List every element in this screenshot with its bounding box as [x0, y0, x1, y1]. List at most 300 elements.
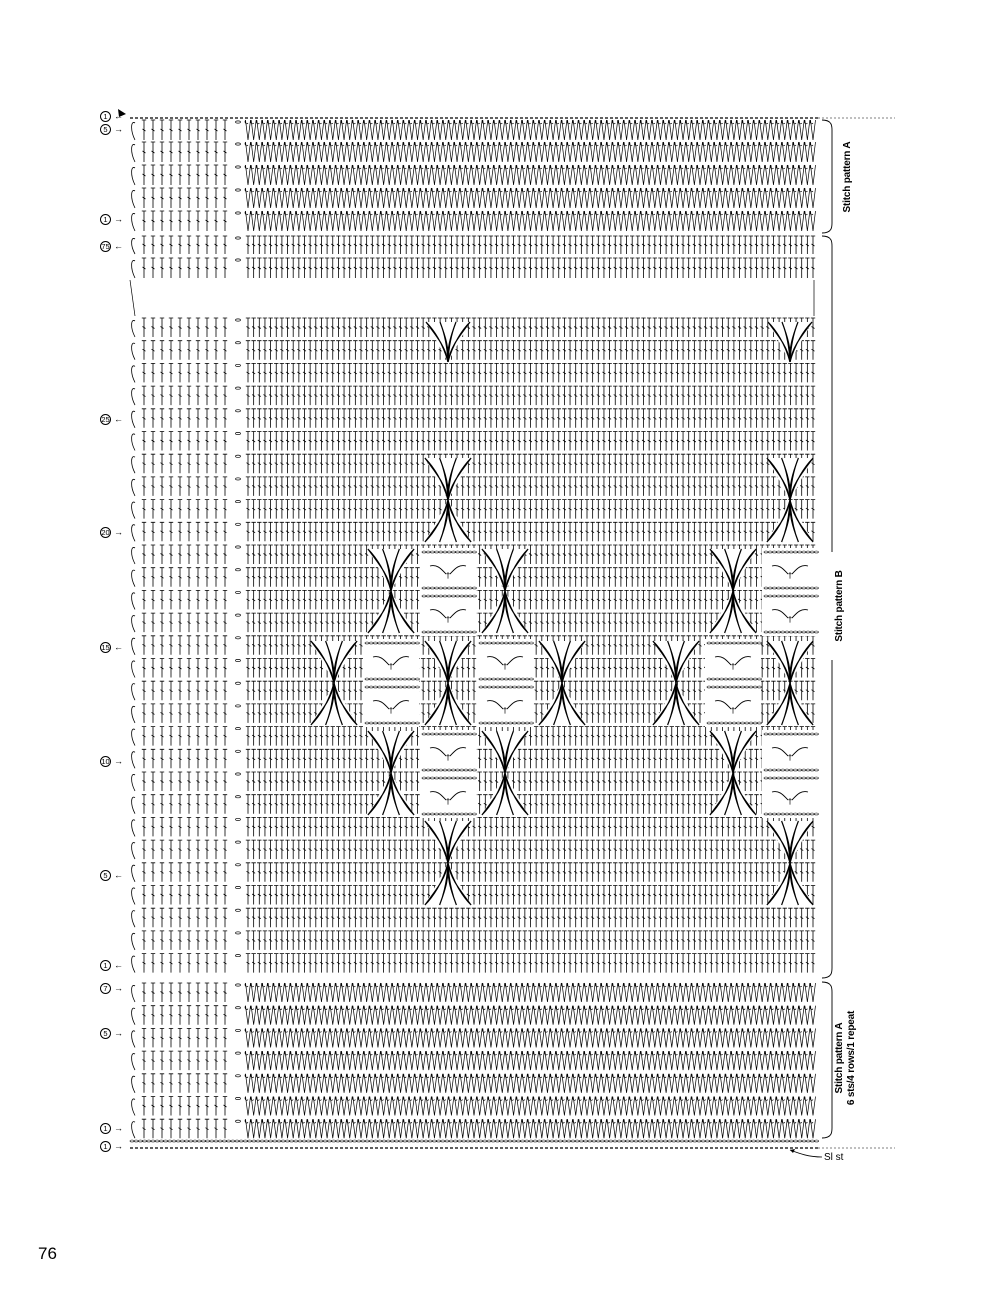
dc-stitch	[359, 817, 363, 836]
v-stitch	[488, 1119, 493, 1138]
dc-stitch	[291, 817, 295, 836]
edge-turn	[132, 729, 135, 746]
v-stitch	[522, 1028, 527, 1047]
dc-stitch	[331, 454, 335, 473]
dc-stitch	[223, 409, 227, 428]
dc-stitch	[169, 749, 173, 768]
dc-stitch	[703, 590, 707, 609]
dc-stitch	[187, 500, 191, 519]
dc-stitch	[319, 318, 323, 337]
dc-stitch	[404, 840, 408, 859]
dc-stitch	[551, 908, 555, 927]
dc-stitch	[404, 318, 408, 337]
dc-stitch	[297, 636, 301, 655]
dc-stitch	[302, 568, 306, 587]
dc-stitch	[534, 681, 538, 700]
dc-stitch	[415, 931, 419, 950]
v-stitch	[488, 1097, 493, 1116]
dc-stitch	[387, 931, 391, 950]
dc-stitch	[142, 545, 146, 564]
v-stitch	[516, 188, 521, 208]
dc-stitch	[732, 258, 736, 278]
v-stitch	[437, 120, 442, 140]
dc-stitch	[353, 590, 357, 609]
dc-stitch	[223, 1097, 227, 1116]
v-stitch	[448, 188, 453, 208]
dc-stitch	[602, 409, 606, 428]
dc-stitch	[251, 386, 255, 405]
v-stitch	[776, 1074, 781, 1093]
dc-stitch	[257, 817, 261, 836]
dc-stitch	[370, 772, 374, 791]
dc-stitch	[160, 409, 164, 428]
dc-stitch	[653, 908, 657, 927]
dc-stitch	[528, 432, 532, 451]
dc-stitch	[187, 704, 191, 723]
dc-stitch	[376, 258, 380, 278]
dc-stitch	[196, 258, 200, 278]
edge-chain	[236, 143, 241, 145]
v-stitch	[674, 1074, 679, 1093]
dc-stitch	[681, 545, 685, 564]
dc-stitch	[664, 840, 668, 859]
dc-stitch	[280, 454, 284, 473]
v-stitch	[415, 1074, 420, 1093]
dc-stitch	[214, 386, 218, 405]
dc-stitch	[291, 363, 295, 382]
v-stitch	[341, 1028, 346, 1047]
dc-stitch	[263, 318, 267, 337]
dc-stitch	[732, 817, 736, 836]
dc-stitch	[681, 477, 685, 496]
dc-stitch	[205, 500, 209, 519]
dc-stitch	[641, 363, 645, 382]
v-stitch	[347, 120, 352, 140]
dc-stitch	[427, 954, 431, 973]
dc-stitch	[376, 863, 380, 882]
dc-stitch	[302, 863, 306, 882]
dc-stitch	[528, 454, 532, 473]
dc-stitch	[607, 590, 611, 609]
dc-stitch	[302, 795, 306, 814]
dc-stitch	[297, 363, 301, 382]
dc-stitch	[551, 318, 555, 337]
dc-stitch	[302, 886, 306, 905]
dc-stitch	[342, 749, 346, 768]
dc-stitch	[142, 258, 146, 278]
dc-stitch	[169, 1074, 173, 1093]
v-stitch	[347, 211, 352, 231]
dc-stitch	[297, 681, 301, 700]
dc-stitch	[268, 840, 272, 859]
dc-stitch	[534, 817, 538, 836]
dc-stitch	[314, 454, 318, 473]
dc-stitch	[596, 727, 600, 746]
v-stitch	[708, 211, 713, 231]
v-stitch	[720, 1028, 725, 1047]
dc-stitch	[291, 681, 295, 700]
dc-stitch	[314, 318, 318, 337]
dc-stitch	[557, 727, 561, 746]
v-stitch	[584, 211, 589, 231]
dc-stitch	[534, 931, 538, 950]
dc-stitch	[777, 409, 781, 428]
dc-stitch	[624, 409, 628, 428]
v-stitch	[748, 1006, 753, 1025]
dc-stitch	[545, 863, 549, 882]
dc-stitch	[523, 500, 527, 519]
dc-stitch	[410, 954, 414, 973]
dc-stitch	[692, 954, 696, 973]
edge-turn	[132, 684, 135, 701]
dc-stitch	[387, 886, 391, 905]
dc-stitch	[630, 908, 634, 927]
dc-stitch	[415, 590, 419, 609]
dc-stitch	[783, 954, 787, 973]
dc-stitch	[331, 931, 335, 950]
v-stitch	[799, 1028, 804, 1047]
v-stitch	[420, 1051, 425, 1070]
dc-stitch	[534, 258, 538, 278]
dc-stitch	[788, 386, 792, 405]
dc-stitch	[568, 454, 572, 473]
dc-stitch	[579, 454, 583, 473]
dc-stitch	[421, 817, 425, 836]
dc-stitch	[280, 636, 284, 655]
dc-stitch	[205, 704, 209, 723]
dc-stitch	[268, 636, 272, 655]
edge-turn	[132, 985, 135, 1002]
dc-stitch	[455, 386, 459, 405]
dc-stitch	[196, 795, 200, 814]
dc-stitch	[263, 386, 267, 405]
dc-stitch	[421, 236, 425, 254]
dc-stitch	[534, 318, 538, 337]
dc-stitch	[624, 341, 628, 360]
v-stitch	[539, 1051, 544, 1070]
v-stitch	[782, 1074, 787, 1093]
v-stitch	[759, 188, 764, 208]
dc-stitch	[268, 954, 272, 973]
dc-stitch	[246, 772, 250, 791]
edge-turn	[132, 956, 135, 973]
dc-stitch	[319, 341, 323, 360]
dc-stitch	[387, 318, 391, 337]
dc-stitch	[517, 954, 521, 973]
v-stitch	[703, 1074, 708, 1093]
dc-stitch	[551, 795, 555, 814]
dc-stitch	[579, 522, 583, 541]
dc-stitch	[585, 681, 589, 700]
v-stitch	[273, 1006, 278, 1025]
stitch-row	[132, 409, 816, 428]
v-stitch	[691, 983, 696, 1002]
dc-stitch	[619, 409, 623, 428]
dc-stitch	[777, 954, 781, 973]
v-stitch	[522, 1097, 527, 1116]
dc-stitch	[653, 681, 657, 700]
dc-stitch	[325, 258, 329, 278]
v-stitch	[335, 120, 340, 140]
dc-stitch	[223, 432, 227, 451]
dc-stitch	[214, 908, 218, 927]
v-stitch	[567, 983, 572, 1002]
dc-stitch	[376, 477, 380, 496]
dc-stitch	[607, 863, 611, 882]
dc-stitch	[619, 568, 623, 587]
dc-stitch	[760, 863, 764, 882]
dc-stitch	[794, 954, 798, 973]
dc-stitch	[534, 636, 538, 655]
v-stitch	[612, 1006, 617, 1025]
dc-stitch	[494, 931, 498, 950]
dc-stitch	[381, 409, 385, 428]
dc-stitch	[557, 817, 561, 836]
dc-stitch	[393, 477, 397, 496]
dc-stitch	[494, 454, 498, 473]
v-stitch	[251, 1051, 256, 1070]
dc-stitch	[268, 590, 272, 609]
dc-stitch	[214, 659, 218, 678]
dc-stitch	[619, 454, 623, 473]
v-stitch	[251, 1119, 256, 1138]
v-stitch	[369, 1119, 374, 1138]
dc-stitch	[348, 772, 352, 791]
dc-stitch	[427, 477, 431, 496]
dc-stitch	[613, 500, 617, 519]
dc-stitch	[726, 500, 730, 519]
dc-stitch	[613, 477, 617, 496]
dc-stitch	[641, 908, 645, 927]
v-stitch	[341, 211, 346, 231]
dc-stitch	[223, 165, 227, 185]
dc-stitch	[607, 386, 611, 405]
v-stitch	[545, 1028, 550, 1047]
dc-stitch	[251, 590, 255, 609]
dc-stitch	[613, 363, 617, 382]
v-stitch	[697, 1074, 702, 1093]
dc-stitch	[455, 363, 459, 382]
dc-stitch	[613, 590, 617, 609]
dc-stitch	[325, 236, 329, 254]
dc-stitch	[687, 363, 691, 382]
dc-stitch	[523, 931, 527, 950]
dc-stitch	[331, 477, 335, 496]
edge-chain	[236, 342, 241, 344]
dc-stitch	[602, 318, 606, 337]
v-stitch	[641, 142, 646, 162]
dc-stitch	[664, 727, 668, 746]
v-stitch	[697, 1028, 702, 1047]
dc-stitch	[359, 432, 363, 451]
dc-stitch	[160, 432, 164, 451]
v-stitch	[511, 1097, 516, 1116]
dc-stitch	[523, 363, 527, 382]
dc-stitch	[251, 908, 255, 927]
v-stitch	[618, 1074, 623, 1093]
v-stitch	[742, 1051, 747, 1070]
v-stitch	[624, 211, 629, 231]
dc-stitch	[359, 568, 363, 587]
dc-stitch	[517, 863, 521, 882]
dc-stitch	[404, 477, 408, 496]
v-stitch	[437, 1051, 442, 1070]
dc-stitch	[800, 931, 804, 950]
v-stitch	[669, 983, 674, 1002]
dc-stitch	[766, 477, 770, 496]
v-stitch	[703, 1097, 708, 1116]
dc-stitch	[534, 545, 538, 564]
dc-stitch	[737, 386, 741, 405]
dc-stitch	[596, 500, 600, 519]
edge-chain	[236, 728, 241, 730]
dc-stitch	[624, 954, 628, 973]
v-stitch	[352, 188, 357, 208]
v-stitch	[516, 211, 521, 231]
v-stitch	[539, 142, 544, 162]
dc-stitch	[607, 477, 611, 496]
v-stitch	[375, 1028, 380, 1047]
v-stitch	[319, 1119, 324, 1138]
dc-stitch	[698, 863, 702, 882]
dc-stitch	[579, 954, 583, 973]
dc-stitch	[557, 258, 561, 278]
v-stitch	[674, 142, 679, 162]
dc-stitch	[760, 886, 764, 905]
dc-stitch	[438, 363, 442, 382]
v-stitch	[528, 142, 533, 162]
v-stitch	[658, 211, 663, 231]
dc-stitch	[348, 454, 352, 473]
dc-stitch	[223, 142, 227, 162]
dc-stitch	[687, 318, 691, 337]
v-stitch	[420, 1074, 425, 1093]
v-stitch	[290, 142, 295, 162]
v-stitch	[454, 211, 459, 231]
dc-stitch	[353, 341, 357, 360]
v-stitch	[296, 211, 301, 231]
dc-stitch	[291, 659, 295, 678]
dc-stitch	[376, 318, 380, 337]
dc-stitch	[664, 772, 668, 791]
v-stitch	[415, 1097, 420, 1116]
dc-stitch	[624, 636, 628, 655]
dc-stitch	[562, 568, 566, 587]
dc-stitch	[636, 363, 640, 382]
v-stitch	[443, 1097, 448, 1116]
dc-stitch	[619, 386, 623, 405]
dc-stitch	[574, 772, 578, 791]
edge-turn	[132, 570, 135, 587]
v-stitch	[324, 1074, 329, 1093]
dc-stitch	[494, 341, 498, 360]
v-stitch	[754, 142, 759, 162]
dc-stitch	[800, 500, 804, 519]
v-stitch	[330, 1028, 335, 1047]
v-stitch	[375, 1051, 380, 1070]
dc-stitch	[545, 454, 549, 473]
dc-stitch	[370, 500, 374, 519]
dc-stitch	[364, 236, 368, 254]
v-stitch	[737, 120, 742, 140]
dc-stitch	[709, 545, 713, 564]
v-stitch	[505, 1097, 510, 1116]
dc-stitch	[596, 590, 600, 609]
v-stitch	[471, 1006, 476, 1025]
dc-stitch	[214, 590, 218, 609]
dc-stitch	[585, 727, 589, 746]
dc-stitch	[151, 704, 155, 723]
dc-stitch	[754, 409, 758, 428]
dc-stitch	[545, 817, 549, 836]
v-stitch	[347, 1097, 352, 1116]
v-stitch	[737, 142, 742, 162]
dc-stitch	[280, 341, 284, 360]
edge-turn	[132, 593, 135, 610]
v-stitch	[285, 1074, 290, 1093]
dc-stitch	[653, 545, 657, 564]
dc-stitch	[534, 908, 538, 927]
dc-stitch	[602, 545, 606, 564]
edge-turn	[132, 911, 135, 928]
dc-stitch	[178, 659, 182, 678]
chain-stitch	[235, 1140, 239, 1142]
dc-stitch	[314, 545, 318, 564]
v-stitch	[799, 1006, 804, 1025]
dc-stitch	[364, 817, 368, 836]
dc-stitch	[528, 409, 532, 428]
dc-stitch	[709, 409, 713, 428]
v-stitch	[782, 1097, 787, 1116]
dc-stitch	[494, 863, 498, 882]
dc-stitch	[681, 432, 685, 451]
dc-stitch	[675, 522, 679, 541]
dc-stitch	[703, 477, 707, 496]
dc-stitch	[319, 363, 323, 382]
dc-stitch	[331, 772, 335, 791]
stitch-row	[132, 1097, 816, 1116]
v-stitch	[477, 165, 482, 185]
v-stitch	[319, 211, 324, 231]
dc-stitch	[314, 659, 318, 678]
v-stitch	[663, 142, 668, 162]
dc-stitch	[257, 704, 261, 723]
v-stitch	[471, 120, 476, 140]
v-stitch	[330, 1074, 335, 1093]
dc-stitch	[754, 817, 758, 836]
v-stitch	[708, 120, 713, 140]
v-stitch	[285, 1097, 290, 1116]
dc-stitch	[715, 772, 719, 791]
dc-stitch	[506, 258, 510, 278]
v-stitch	[578, 165, 583, 185]
dc-stitch	[160, 341, 164, 360]
dc-stitch	[169, 409, 173, 428]
dc-stitch	[641, 545, 645, 564]
dc-stitch	[251, 432, 255, 451]
dc-stitch	[692, 432, 696, 451]
dc-stitch	[528, 545, 532, 564]
v-stitch	[573, 142, 578, 162]
dc-stitch	[647, 659, 651, 678]
dc-stitch	[246, 363, 250, 382]
v-stitch	[618, 188, 623, 208]
v-stitch	[793, 1051, 798, 1070]
dc-stitch	[641, 863, 645, 882]
dc-stitch	[280, 522, 284, 541]
v-stitch	[335, 1006, 340, 1025]
dc-stitch	[251, 659, 255, 678]
